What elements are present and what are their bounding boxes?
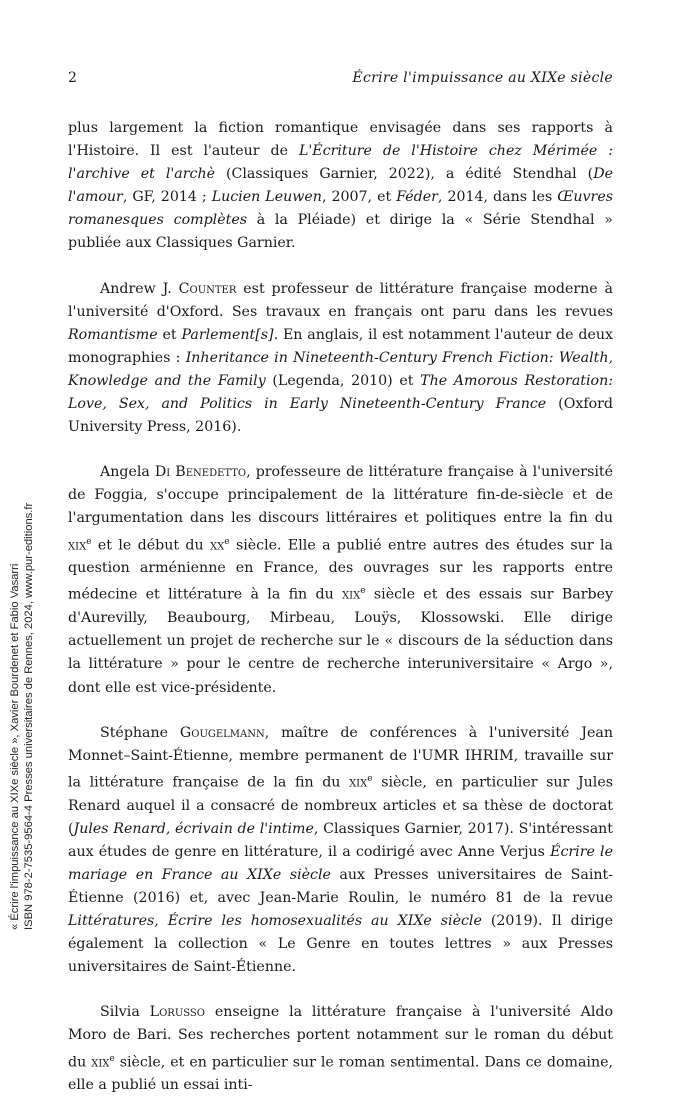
small-caps-text: Gougelmann — [179, 724, 265, 741]
text-run: aux Presses universitaires de Saint-Étienne (2016) et, avec Jean-Marie Roulin, le numéro 81 de la revue — [68, 866, 613, 907]
text-run: siècle et des essais sur Barbey d'Aurevilly, Beaubourg, Mirbeau, Louÿs, Klossowski. Elle dirige actuellement un projet de recherche sur le « discours de la séduction dans la littérature » pour le centre de recherche interuniversitaire « Argo », dont elle est vice-présidente. — [68, 587, 613, 696]
text-run: plus largement la fiction romantique envisagée dans ses rapports à l'Histoire. Il est l'auteur de — [68, 120, 613, 160]
italic-title: Inheritance in Nineteenth-Century French Fiction: Wealth, Knowledge and the Family — [68, 349, 613, 389]
running-title: Écrire l'impuissance au XIXe siècle — [352, 70, 613, 86]
text-run: Angela — [100, 464, 155, 481]
text-run: siècle, en particulier sur Jules Renard auquel il a consacré de nombreux articles et sa thèse de doctorat ( — [68, 774, 613, 837]
paragraph-continuation — [68, 117, 613, 256]
sidebar-line-isbn: ISBN 978-2-7535-9564-4 Presses universitaires de Rennes, 2024, www.pur-editions.fr — [23, 502, 35, 930]
copyright-sidebar — [8, 430, 68, 930]
superscript: e — [109, 1053, 115, 1064]
bio-paragraph-lorusso — [68, 1001, 613, 1097]
sidebar-line-title: « Écrire l'impuissance au XIXe siècle », Xavier Bourdenet et Fabio Vasarri — [9, 563, 21, 930]
text-run: siècle. Elle a publié entre autres des études sur la question arménienne en France, des ouvrages sur les rapports entre médecine et littérature à la fin du — [68, 537, 613, 604]
text-run: et — [157, 326, 182, 343]
text-run: , 2014, dans les — [437, 189, 558, 206]
italic-title: Parlement[s] — [181, 326, 274, 343]
text-run: , GF, 2014 ; — [122, 189, 212, 206]
text-run: , 2007, et — [321, 189, 397, 206]
text-run: (Classiques Garnier, 2022), a édité Stendhal ( — [214, 166, 594, 183]
superscript: e — [224, 536, 230, 547]
italic-title: Écrire le mariage en France au XIXe siècle — [68, 843, 613, 883]
italic-title: Œuvres romanesques complètes — [68, 189, 613, 229]
small-caps-text: Lorusso — [149, 1004, 205, 1021]
text-run: siècle, et en particulier sur le roman sentimental. Dans ce domaine, elle a publié un essai inti- — [68, 1054, 614, 1094]
bio-paragraph-di-benedetto — [68, 461, 613, 699]
text-run: est professeur de littérature française moderne à l'université d'Oxford. Ses travaux en français ont paru dans les revues — [68, 280, 613, 320]
superscript: e — [86, 536, 92, 547]
page-number: 2 — [68, 70, 77, 86]
text-run: (Legenda, 2010) et — [265, 372, 421, 389]
small-caps-text: xix — [342, 587, 361, 604]
text-run: (2019). Il dirige également la collection « Le Genre en toutes lettres » aux Presses universitaires de Saint-Étienne. — [68, 913, 613, 976]
italic-title: L'Écriture de l'Histoire chez Mérimée : l'archive et l'archè — [68, 143, 613, 183]
italic-title: Littératures, Écrire les homosexualités au XIXe siècle — [68, 913, 482, 930]
text-run: Andrew J. — [100, 280, 179, 297]
text-run: à la Pléiade) et dirige la « Série Stendhal » publiée aux Classiques Garnier. — [68, 212, 613, 252]
superscript: e — [360, 586, 366, 597]
superscript: e — [367, 773, 373, 784]
small-caps-text: xix — [91, 1054, 110, 1071]
page-body — [68, 117, 613, 1120]
text-run: (Oxford University Press, 2016). — [68, 396, 613, 436]
italic-title: Lucien Leuwen — [211, 189, 322, 206]
text-run: et le début du — [91, 537, 210, 554]
small-caps-text: xx — [210, 537, 225, 554]
small-caps-text: xix — [68, 537, 87, 554]
text-run: Silvia — [100, 1004, 150, 1021]
bio-paragraph-counter — [68, 278, 613, 440]
italic-title: Féder — [396, 189, 438, 206]
bio-paragraph-gougelmann — [68, 722, 613, 980]
italic-title: Jules Renard, écrivain de l'intime — [73, 820, 314, 837]
text-run: , maître de conférences à l'université Jean Monnet–Saint-Étienne, membre permanent de l'UMR IHRIM, travaille sur la littérature française de la fin du — [68, 724, 613, 791]
text-run: , professeure de littérature française à l'université de Foggia, s'occupe principalement de la littérature fin-de-siècle et de l'argumentation dans les discours littéraires et politiques entre la fin du — [68, 464, 613, 527]
text-run: Stéphane — [100, 724, 180, 741]
text-run: enseigne la littérature française à l'université Aldo Moro de Bari. Ses recherches portent notamment sur le roman du début du — [68, 1004, 613, 1071]
italic-title: Romantisme — [68, 326, 158, 343]
small-caps-text: Di Benedetto — [154, 464, 247, 481]
page-header — [68, 70, 613, 92]
small-caps-text: xix — [349, 774, 368, 791]
small-caps-text: Counter — [178, 280, 237, 297]
italic-title: De l'amour — [68, 166, 613, 206]
text-run: . En anglais, il est notamment l'auteur de deux monographies : — [68, 326, 613, 366]
italic-title: The Amorous Restoration: Love, Sex, and Politics in Early Nineteenth-Century France — [68, 372, 613, 413]
text-run: , Classiques Garnier, 2017). S'intéressant aux études de genre en littérature, il a codirigé avec Anne Verjus — [68, 820, 613, 860]
